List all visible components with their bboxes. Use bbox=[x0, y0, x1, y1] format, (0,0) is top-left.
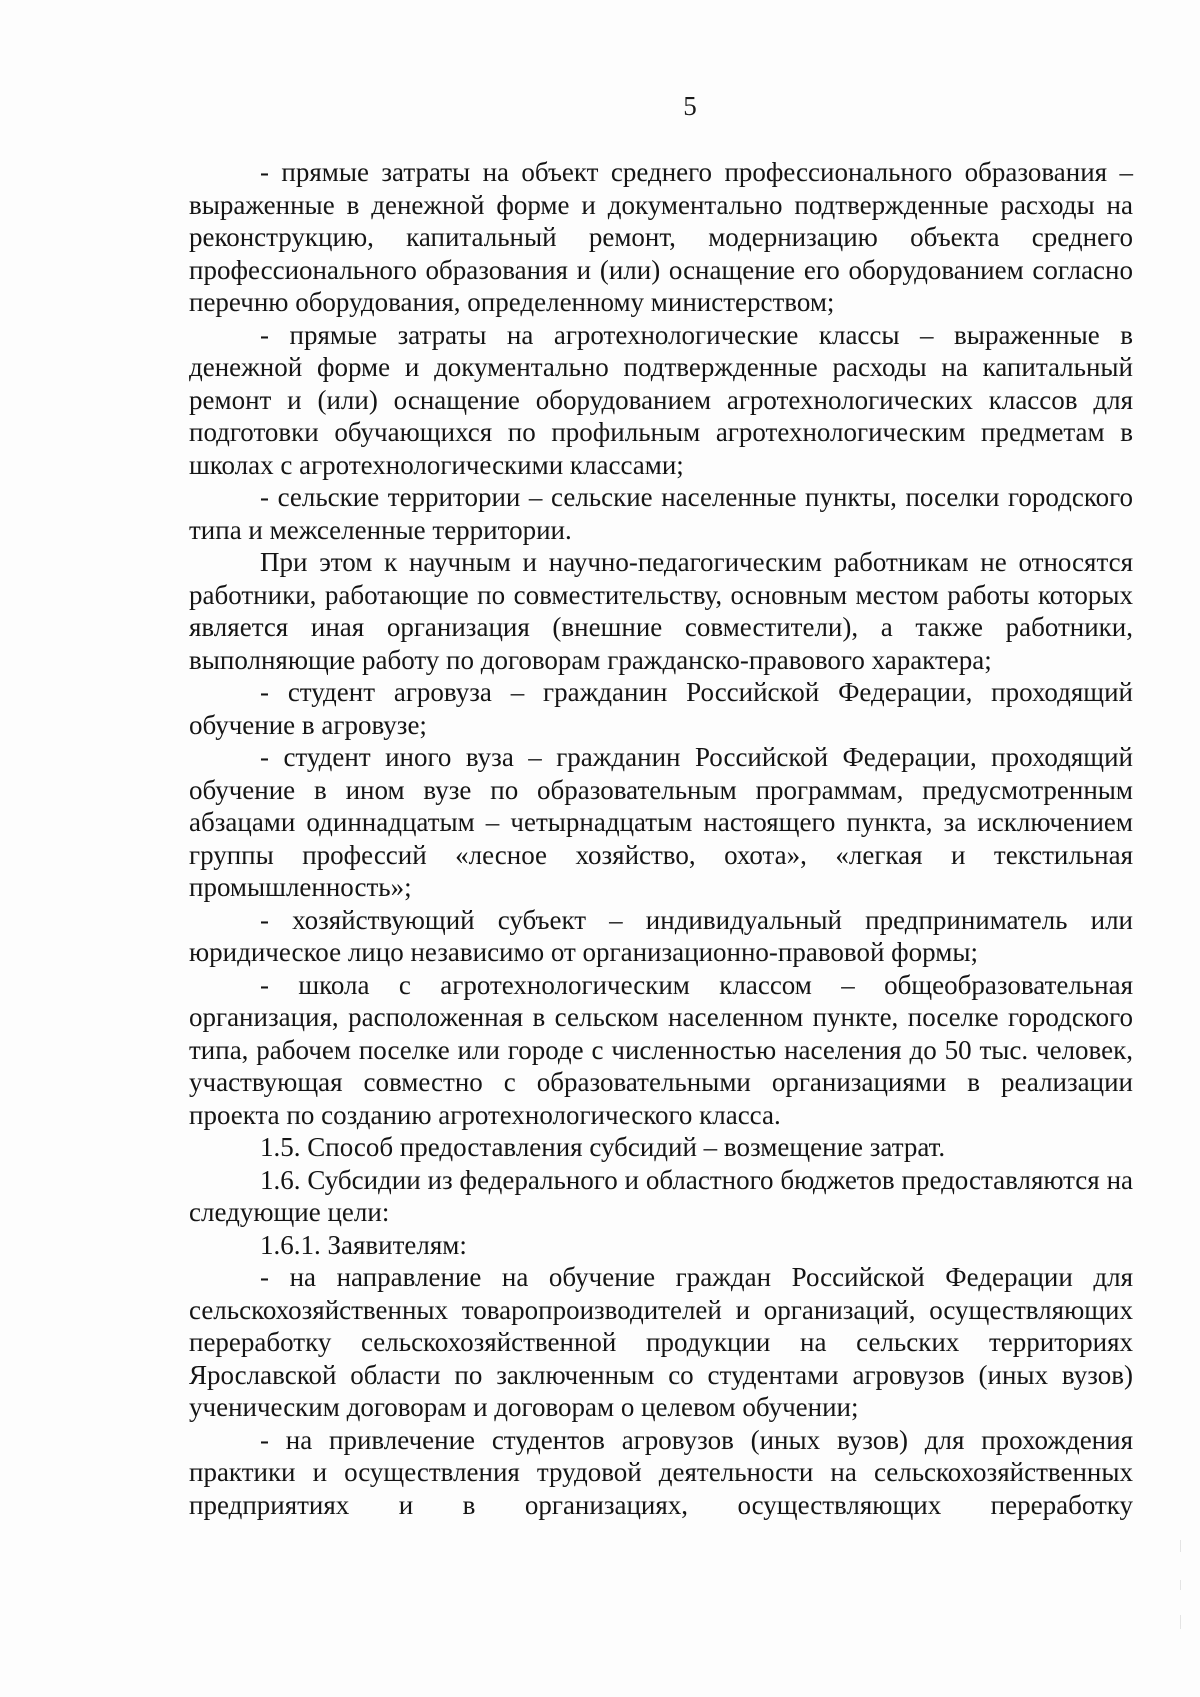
scan-artifact bbox=[1180, 1615, 1181, 1629]
scan-artifact bbox=[1180, 1580, 1181, 1590]
paragraph: 1.6. Субсидии из федерального и областного бюджетов предоставляются на следующие цели: bbox=[189, 1164, 1133, 1227]
paragraph: - на привлечение студентов агровузов (иных вузов) для прохождения практики и осуществления трудовой деятельности на сельскохозяйственных предприятиях и в организациях, осуществляющих переработку bbox=[189, 1424, 1133, 1520]
paragraph: - школа с агротехнологическим классом – общеобразовательная организация, расположенная в сельском населенном пункте, поселке городского типа, рабочем поселке или городе с численностью населения до 50 тыс. человек, участвующая совместно с образовательными организациями в реализации проекта по созданию агротехнологического класса. bbox=[189, 969, 1133, 1130]
paragraph: - на направление на обучение граждан Российской Федерации для сельскохозяйственных товаропроизводителей и организаций, осуществляющих переработку сельскохозяйственной продукции на сельских территориях Ярославской области по заключенным со студентами агровузов (иных вузов) ученическим договорам и договорам о целевом обучении; bbox=[189, 1262, 1133, 1422]
paragraph: - хозяйствующий субъект – индивидуальный предприниматель или юридическое лицо независимо от организационно-правовой формы; bbox=[189, 904, 1133, 967]
paragraph: - прямые затраты на агротехнологические классы – выраженные в денежной форме и документально подтвержденные расходы на капитальный ремонт и (или) оснащение оборудованием агротехнологических классов для подготовки обучающихся по профильным агротехнологическим предметам в школах с агротехнологическими классами; bbox=[189, 319, 1133, 480]
paragraph: - студент иного вуза – гражданин Российской Федерации, проходящий обучение в ином вузе по образовательным программам, предусмотренным абзацами одиннадцатым – четырнадцатым настоящего пункта, за исключением группы профессий «лесное хозяйство, охота», «легкая и текстильная промышленность»; bbox=[189, 742, 1133, 902]
paragraph: - прямые затраты на объект среднего профессионального образования – выраженные в денежной форме и документально подтвержденные расходы на реконструкцию, капитальный ремонт, модернизацию объекта среднего профессионального образования и (или) оснащение его оборудованием согласно перечню оборудования, определенному министерством; bbox=[189, 157, 1133, 317]
paragraph: 1.6.1. Заявителям: bbox=[260, 1229, 467, 1260]
document-body bbox=[189, 156, 1133, 1521]
paragraph: При этом к научным и научно-педагогическим работникам не относятся работники, работающие по совместительству, основным местом работы которых является иная организация (внешние совместители), а также работники, выполняющие работу по договорам гражданско-правового характера; bbox=[189, 547, 1133, 675]
scan-artifact bbox=[1180, 1540, 1181, 1552]
page-number: 5 bbox=[683, 91, 697, 121]
paragraph: - сельские территории – сельские населенные пункты, поселки городского типа и межселенные территории. bbox=[189, 482, 1133, 545]
paragraph: - студент агровуза – гражданин Российской Федерации, проходящий обучение в агровузе; bbox=[189, 677, 1133, 740]
paragraph: 1.5. Способ предоставления субсидий – возмещение затрат. bbox=[260, 1132, 946, 1162]
